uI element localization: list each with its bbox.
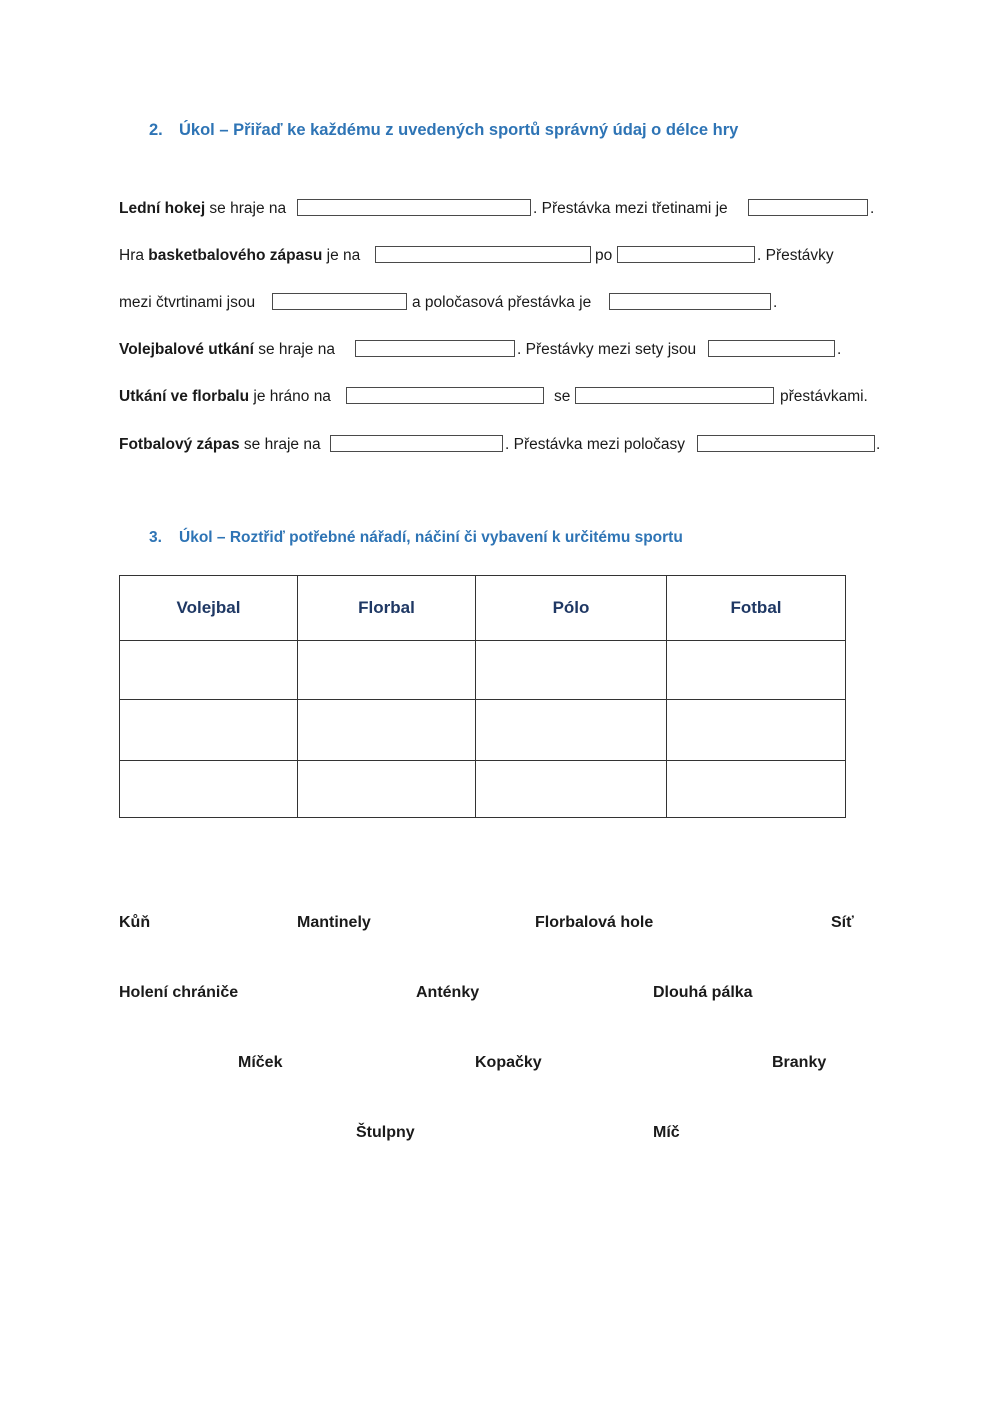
basketball-text-3: . Přestávky xyxy=(757,247,834,264)
task3-title: Úkol – Roztřiď potřebné nářadí, náčiní či vybavení k určitému sportu xyxy=(179,529,683,546)
table-header-row xyxy=(120,576,846,641)
football-text-1: se hraje na xyxy=(239,436,321,453)
football-sport-label: Fotbalový zápas xyxy=(119,436,240,453)
quarters-text-3: . xyxy=(773,294,778,311)
hockey-duration-input[interactable] xyxy=(297,199,531,216)
basketball-text-pre: Hra xyxy=(119,247,149,264)
quarter-break-input[interactable] xyxy=(272,293,407,310)
word-item-kopacky[interactable]: Kopačky xyxy=(475,1054,542,1071)
task2-line-floorball xyxy=(119,386,899,408)
task3-heading xyxy=(149,529,683,547)
basketball-period-length-input[interactable] xyxy=(617,246,755,263)
task2-line-football xyxy=(119,434,899,456)
task2-heading xyxy=(149,121,738,140)
floorball-text-1: je hráno na xyxy=(249,388,331,405)
hockey-sport-label: Lední hokej xyxy=(119,200,206,217)
floorball-duration-input[interactable] xyxy=(346,387,544,404)
drop-cell[interactable] xyxy=(476,641,667,700)
hockey-text-3: . xyxy=(870,200,875,217)
quarters-text-2: a poločasová přestávka je xyxy=(412,294,592,311)
drop-cell[interactable] xyxy=(298,761,476,818)
hockey-text-2: . Přestávka mezi třetinami je xyxy=(533,200,728,217)
basketball-text-2: po xyxy=(595,247,613,264)
table-row xyxy=(120,700,846,761)
word-item-antenky[interactable]: Anténky xyxy=(416,984,480,1001)
task2-line-basketball-breaks xyxy=(119,292,899,314)
sorting-table xyxy=(119,575,846,818)
task3-number: 3. xyxy=(149,529,162,546)
football-text-3: . xyxy=(876,436,881,453)
volleyball-text-1: se hraje na xyxy=(253,341,335,358)
basketball-periods-input[interactable] xyxy=(375,246,591,263)
column-header-polo: Pólo xyxy=(476,576,667,641)
word-item-stulpny[interactable]: Štulpny xyxy=(356,1124,415,1141)
word-item-holeni-chranice[interactable]: Holení chrániče xyxy=(119,984,239,1001)
drop-cell[interactable] xyxy=(120,700,298,761)
drop-cell[interactable] xyxy=(120,761,298,818)
football-text-2: . Přestávka mezi poločasy xyxy=(505,436,686,453)
table-row xyxy=(120,641,846,700)
word-item-branky[interactable]: Branky xyxy=(772,1054,827,1071)
column-header-fotbal: Fotbal xyxy=(667,576,846,641)
task2-title: Úkol – Přiřaď ke každému z uvedených sportů správný údaj o délce hry xyxy=(179,121,739,139)
drop-cell[interactable] xyxy=(120,641,298,700)
drop-cell[interactable] xyxy=(667,641,846,700)
football-duration-input[interactable] xyxy=(330,435,503,452)
table-row xyxy=(120,761,846,818)
drop-cell[interactable] xyxy=(476,700,667,761)
basketball-sport-label: basketbalového zápasu xyxy=(148,247,323,264)
word-item-dlouha-palka[interactable]: Dlouhá pálka xyxy=(653,984,753,1001)
halftime-break-input[interactable] xyxy=(609,293,771,310)
drop-cell[interactable] xyxy=(476,761,667,818)
volleyball-text-3: . xyxy=(837,341,842,358)
word-item-kun[interactable]: Kůň xyxy=(119,914,151,931)
drop-cell[interactable] xyxy=(298,700,476,761)
column-header-florbal: Florbal xyxy=(298,576,476,641)
word-item-micek[interactable]: Míček xyxy=(238,1054,283,1071)
hockey-text-1: se hraje na xyxy=(205,200,287,217)
word-item-mic[interactable]: Míč xyxy=(653,1124,680,1141)
volleyball-break-input[interactable] xyxy=(708,340,835,357)
column-header-volejbal: Volejbal xyxy=(120,576,298,641)
hockey-break-input[interactable] xyxy=(748,199,868,216)
drop-cell[interactable] xyxy=(298,641,476,700)
task2-line-volleyball xyxy=(119,339,899,361)
volleyball-sport-label: Volejbalové utkání xyxy=(119,341,254,358)
task2-line-basketball xyxy=(119,245,899,267)
volleyball-text-2: . Přestávky mezi sety jsou xyxy=(517,341,697,358)
floorball-text-2: se xyxy=(554,388,571,405)
word-item-florbalova-hole[interactable]: Florbalová hole xyxy=(535,914,654,931)
football-break-input[interactable] xyxy=(697,435,875,452)
floorball-sport-label: Utkání ve florbalu xyxy=(119,388,250,405)
drop-cell[interactable] xyxy=(667,761,846,818)
drop-cell[interactable] xyxy=(667,700,846,761)
floorball-text-3: přestávkami. xyxy=(780,388,868,405)
word-item-sit[interactable]: Síť xyxy=(831,914,854,931)
quarters-text-1: mezi čtvrtinami jsou xyxy=(119,294,256,311)
floorball-break-input[interactable] xyxy=(575,387,774,404)
task2-line-hockey xyxy=(119,198,899,220)
volleyball-duration-input[interactable] xyxy=(355,340,515,357)
basketball-text-1: je na xyxy=(322,247,361,264)
task2-number: 2. xyxy=(149,121,163,139)
word-item-mantinely[interactable]: Mantinely xyxy=(297,914,371,931)
